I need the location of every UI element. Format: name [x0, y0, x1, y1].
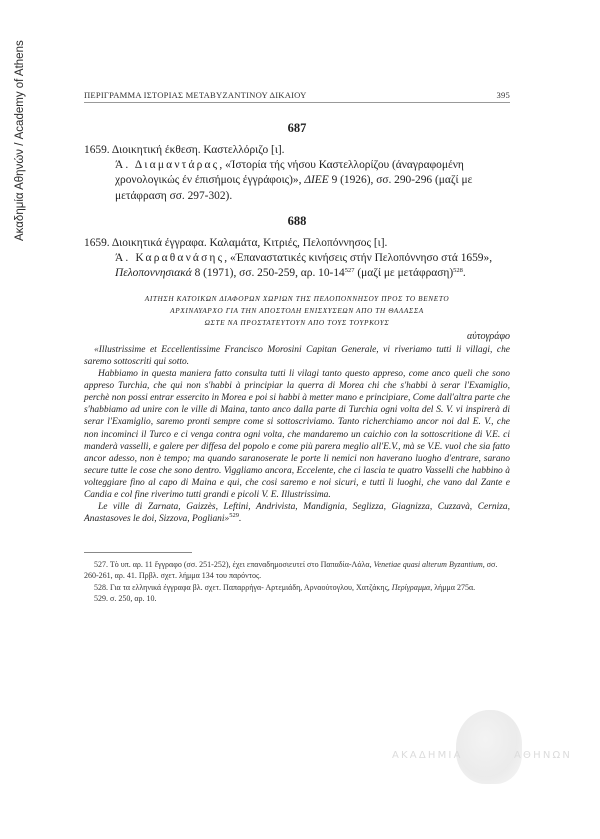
watermark-text-left: ΑΚΑΔΗΜΙΑ	[392, 750, 463, 761]
book-page	[84, 90, 510, 604]
autograph-note: αὐτογράφο	[467, 331, 510, 343]
footnote-ref-529[interactable]: 529	[229, 511, 239, 519]
entry-687-article: , «Ίστορία τής νήσου Καστελλορίζου (άναγραφομένη χρονολογικώς έν έπισήμοις έγγράφοις)»,	[115, 159, 464, 187]
document-title	[84, 293, 510, 328]
academy-watermark	[392, 722, 592, 782]
entry-688-reference	[84, 251, 510, 281]
footnote-rule	[84, 552, 192, 553]
athena-head-icon	[456, 710, 522, 784]
watermark-text-right: ΑΘΗΝΩΝ	[514, 750, 573, 761]
entry-687-pages: 9 (1926), σσ. 290-296 (μαζί με μετάφραση σσ. 297-302).	[115, 174, 473, 202]
running-head-title: ΠΕΡΙΓΡΑΜΜΑ ΙΣΤΟΡΙΑΣ ΜΕΤΑΒΥΖΑΝΤΙΝΟΥ ΔΙΚΑΙΟΥ	[84, 90, 307, 100]
footnote-ref-527[interactable]: 527	[344, 267, 355, 275]
footnote-ref-528[interactable]: 528	[453, 267, 463, 275]
entry-687-author: Ά. Διαμαντάρας	[115, 159, 220, 172]
page-number: 395	[496, 90, 510, 100]
entry-688-author: Ά. Καραθανάσης	[115, 252, 225, 265]
entry-688-journal: Πελοποννησιακά	[115, 267, 192, 280]
footnote-528-rest: , λήμμα 275α.	[430, 582, 476, 592]
document-title-line: ΑΡΧΙΝΑΥΑΡΧΟ ΓΙΑ ΤΗΝ ΑΠΟΣΤΟΛΗ ΕΝΙΣΧΥΣΕΩΝ ΑΠΟ ΤΗ ΘΑΛΑΣΣΑ	[170, 306, 424, 316]
entry-688-translation-note: (μαζί με μετάφραση)	[354, 267, 454, 280]
body-paragraph: Habbiamo in questa maniera fatto consulta tutti li vilagi tanto questo appreso, come anco queli che sono appreso Turchia, che qui non s'habbi à principiar la querra di Morea chi che s'habbi à serar l'Examiglio, perchè non possi entrar essercito in Morea e poi si habbi à metter mano e principiare, Come dall'altra parte che s'habbiamo ad unire con le ville di Maina, tanto anco dalla parte di Turchia ogni volta del S. V. vi inspirerà di serar l'Examiglio, saremo pronti sempre come si sottoscriviamo. Tanto richerchiamo ancor noi dal E. V., che non incominci il Turco e ci venga contra ogni volta, che mandaremo un caichio con la sottoscritione di V.E. ci manderà vasselli, e galere per diffesa del popolo e come più parera meglio all'E.V., mà se V.E. vuol che sia fatto ancor adesso, non è tempo; ma quando saranoserate le porte li nemici non haverano luogho d'entrare, sarano secure tutte le cose che sono dentro. Viggliamo ancora, Eccelente, che ci lascia te quatro Vasselli che habbino à volteggiare fino al capo di Maina e qui, che cosi saremo e noi sicuri, e tutti li luoghi, che vano dal Zante e Candia e col fine riverimo tutti grandi e picoli V. E. Illustrissima.	[84, 369, 510, 500]
footnote-528	[84, 582, 510, 593]
entry-687-reference	[84, 158, 510, 204]
entry-688-article: , «Έπαναστατικές κινήσεις στήν Πελοπόννησο στά 1659»,	[224, 252, 493, 265]
header-rule	[84, 102, 510, 103]
entry-688-end: .	[462, 267, 466, 280]
archive-side-label: Ακαδημία Αθηνών / Academy of Athens	[14, 40, 26, 241]
footnotes	[84, 559, 510, 604]
entry-688	[84, 236, 510, 282]
document-number-688: 688	[287, 213, 307, 228]
entry-687-journal: ΔΙΕΕ	[304, 174, 329, 187]
document-title-line: ΩΣΤΕ ΝΑ ΠΡΟΣΤΑΤΕΥΤΟΥΝ ΑΠΟ ΤΟΥΣ ΤΟΥΡΚΟΥΣ	[204, 317, 390, 327]
document-body	[84, 344, 510, 525]
footnote-528-text: 528. Για τα ελληνικά έγγραφα βλ. σχετ. Παπαρρήγα- Αρτεμιάδη, Αρναούτογλου, Χατζάκης,	[94, 582, 392, 592]
footnote-528-title: Περίγραμμα	[391, 582, 431, 592]
village-list: Le ville di Zarnata, Gaizzès, Leftini, Andrivista, Mandignia, Seglizza, Giagnizza, Cuzzavà, Cerniza, Anastasoves le doi, Sizzova, Pogliani»	[84, 501, 510, 524]
footnote-527	[84, 559, 510, 582]
document-title-line: ΑΙΤΗΣΗ ΚΑΤΟΙΚΩΝ ΔΙΑΦΟΡΩΝ ΧΩΡΙΩΝ ΤΗΣ ΠΕΛΟΠΟΝΝΗΣΟΥ ΠΡΟΣ ΤΟ ΒΕΝΕΤΟ	[144, 294, 450, 304]
footnote-527-rest: , σσ. 260-261, αρ. 41. Πρβλ. σχετ. λήμμα 134 του παρόντος.	[84, 559, 498, 581]
body-paragraph: «Illustrissime et Eccellentissime Francisco Morosini Capitan Generale, vi riveriamo tutti li villagi, che saremo sottoscriti qui sotto.	[84, 345, 510, 368]
entry-688-summary: 1659. Διοικητικά έγγραφα. Καλαμάτα, Κιτριές, Πελοπόννησος [ι].	[84, 236, 388, 249]
entry-687	[84, 143, 510, 204]
running-head	[84, 90, 510, 102]
document-number-687: 687	[287, 121, 307, 135]
footnote-527-text: 527. Τὸ υπ. αρ. 11 ἔγγραφο (σσ. 251-252), έχει επαναδημοσιευτεί στο Παπαδία-Λάλα,	[94, 559, 374, 569]
village-list-end: .	[238, 513, 242, 524]
footnote-527-title: Venetiae quasi alterum Byzantium	[373, 559, 483, 569]
entry-688-pages: 8 (1971), σσ. 250-259, αρ. 10-14	[191, 267, 345, 280]
entry-687-summary: 1659. Διοικητική έκθεση. Καστελλόριζο [ι].	[84, 144, 285, 156]
footnote-529: 529. σ. 250, αρ. 10.	[94, 593, 157, 603]
body-paragraph-villages	[84, 501, 510, 525]
